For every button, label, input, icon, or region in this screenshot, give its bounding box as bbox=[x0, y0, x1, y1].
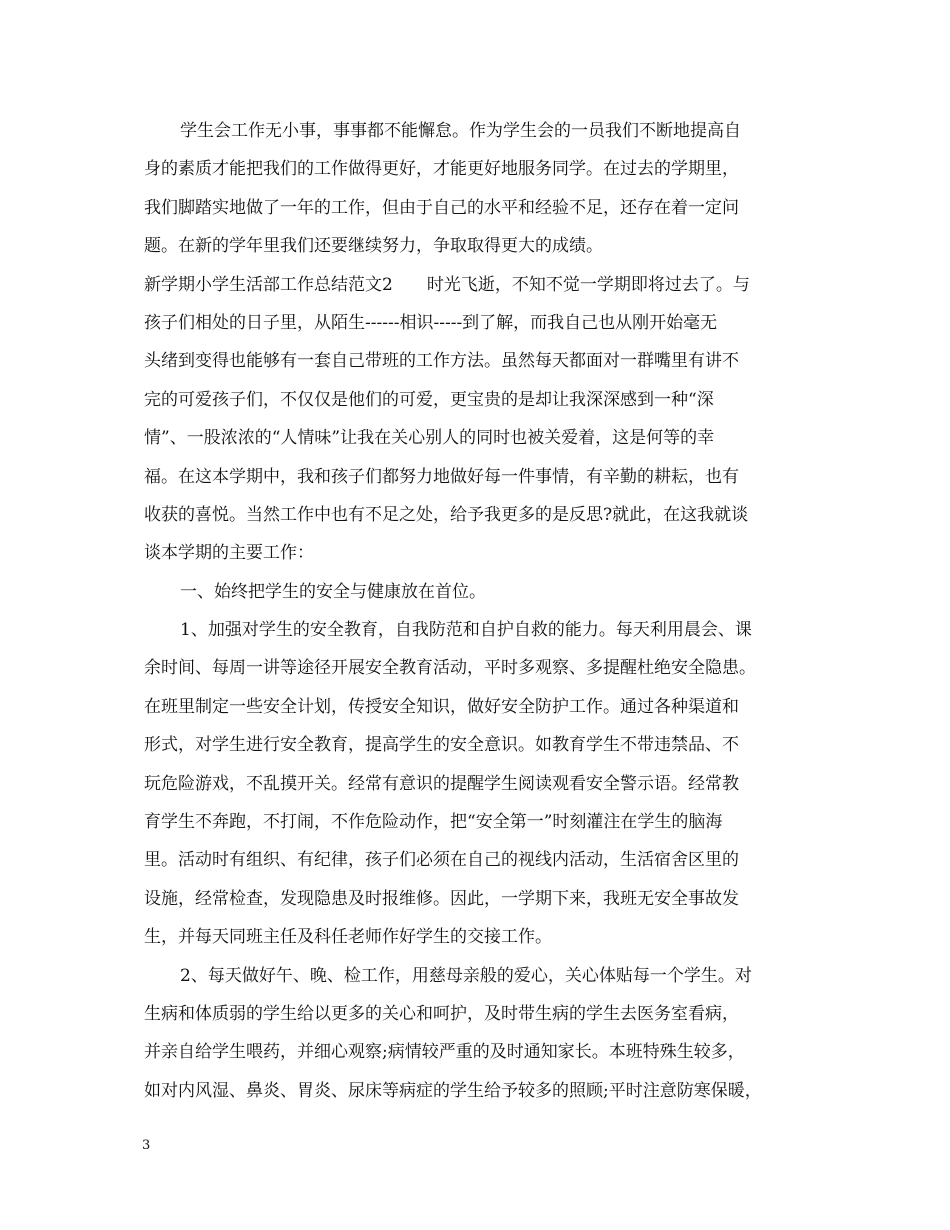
section-title-line: 新学期小学生活部工作总结范文2 时光飞逝，不知不觉一学期即将过去了。与 bbox=[144, 274, 750, 295]
page-number: 3 bbox=[142, 1138, 151, 1153]
text-line: 福。在这本学期中，我和孩子们都努力地做好每一件事情，有辛勤的耕耘，也有 bbox=[144, 466, 739, 487]
text-line: 头绪到变得也能够有一套自己带班的工作方法。虽然每天都面对一群嘴里有讲不 bbox=[144, 351, 739, 372]
text-line: 收获的喜悦。当然工作中也有不足之处，给予我更多的是反思?就此，在这我就谈 bbox=[144, 504, 749, 525]
text-line: 生病和体质弱的学生给以更多的关心和呵护，及时带生病的学生去医务室看病， bbox=[144, 1003, 739, 1024]
body-text bbox=[144, 112, 814, 1110]
text-line: 1、加强对学生的安全教育，自我防范和自护自救的能力。每天利用晨会、课 bbox=[180, 620, 752, 641]
text-line: 如对内风湿、鼻炎、胃炎、尿床等病症的学生给予较多的照顾;平时注意防寒保暖， bbox=[144, 1080, 762, 1101]
text-line: 形式，对学生进行安全教育，提高学生的安全意识。如教育学生不带违禁品、不 bbox=[144, 735, 739, 756]
text-line: 题。在新的学年里我们还要继续努力，争取取得更大的成绩。 bbox=[144, 236, 603, 257]
heading-line: 一、始终把学生的安全与健康放在首位。 bbox=[180, 581, 486, 602]
text-line: 设施，经常检查，发现隐患及时报维修。因此，一学期下来，我班无安全事故发 bbox=[144, 888, 739, 909]
text-line: 学生会工作无小事，事事都不能懈怠。作为学生会的一员我们不断地提高自 bbox=[180, 121, 741, 141]
text-line: 在班里制定一些安全计划，传授安全知识，做好安全防护工作。通过各种渠道和 bbox=[144, 696, 739, 717]
text-line: 我们脚踏实地做了一年的工作，但由于自己的水平和经验不足，还存在着一定问 bbox=[144, 197, 739, 218]
text-line: 玩危险游戏，不乱摸开关。经常有意识的提醒学生阅读观看安全警示语。经常教 bbox=[144, 773, 739, 794]
text-line: 完的可爱孩子们，不仅仅是他们的可爱，更宝贵的是却让我深深感到一种“深 bbox=[144, 389, 714, 410]
text-line: 余时间、每周一讲等途径开展安全教育活动，平时多观察、多提醒杜绝安全隐患。 bbox=[144, 658, 756, 679]
text-line: 谈本学期的主要工作： bbox=[144, 543, 314, 564]
text-line: 育学生不奔跑，不打闹，不作危险动作，把“安全第一”时刻灌注在学生的脑海 bbox=[144, 812, 723, 833]
text-line: 里。活动时有组织、有纪律，孩子们必须在自己的视线内活动，生活宿舍区里的 bbox=[144, 850, 739, 871]
text-line: 情”、一股浓浓的“人情味”让我在关心别人的同时也被关爱着，这是何等的幸 bbox=[144, 428, 715, 449]
text-line: 身的素质才能把我们的工作做得更好，才能更好地服务同学。在过去的学期里， bbox=[144, 159, 739, 180]
text-line: 2、每天做好午、晚、检工作，用慈母亲般的爱心，关心体贴每一个学生。对 bbox=[180, 965, 752, 986]
text-line: 生，并每天同班主任及科任老师作好学生的交接工作。 bbox=[144, 927, 552, 948]
text-line: 孩子们相处的日子里，从陌生------相识-----到了解，而我自己也从刚开始毫无 bbox=[144, 312, 718, 333]
text-line: 并亲自给学生喂药，并细心观察;病情较严重的及时通知家长。本班特殊生较多， bbox=[144, 1042, 745, 1063]
